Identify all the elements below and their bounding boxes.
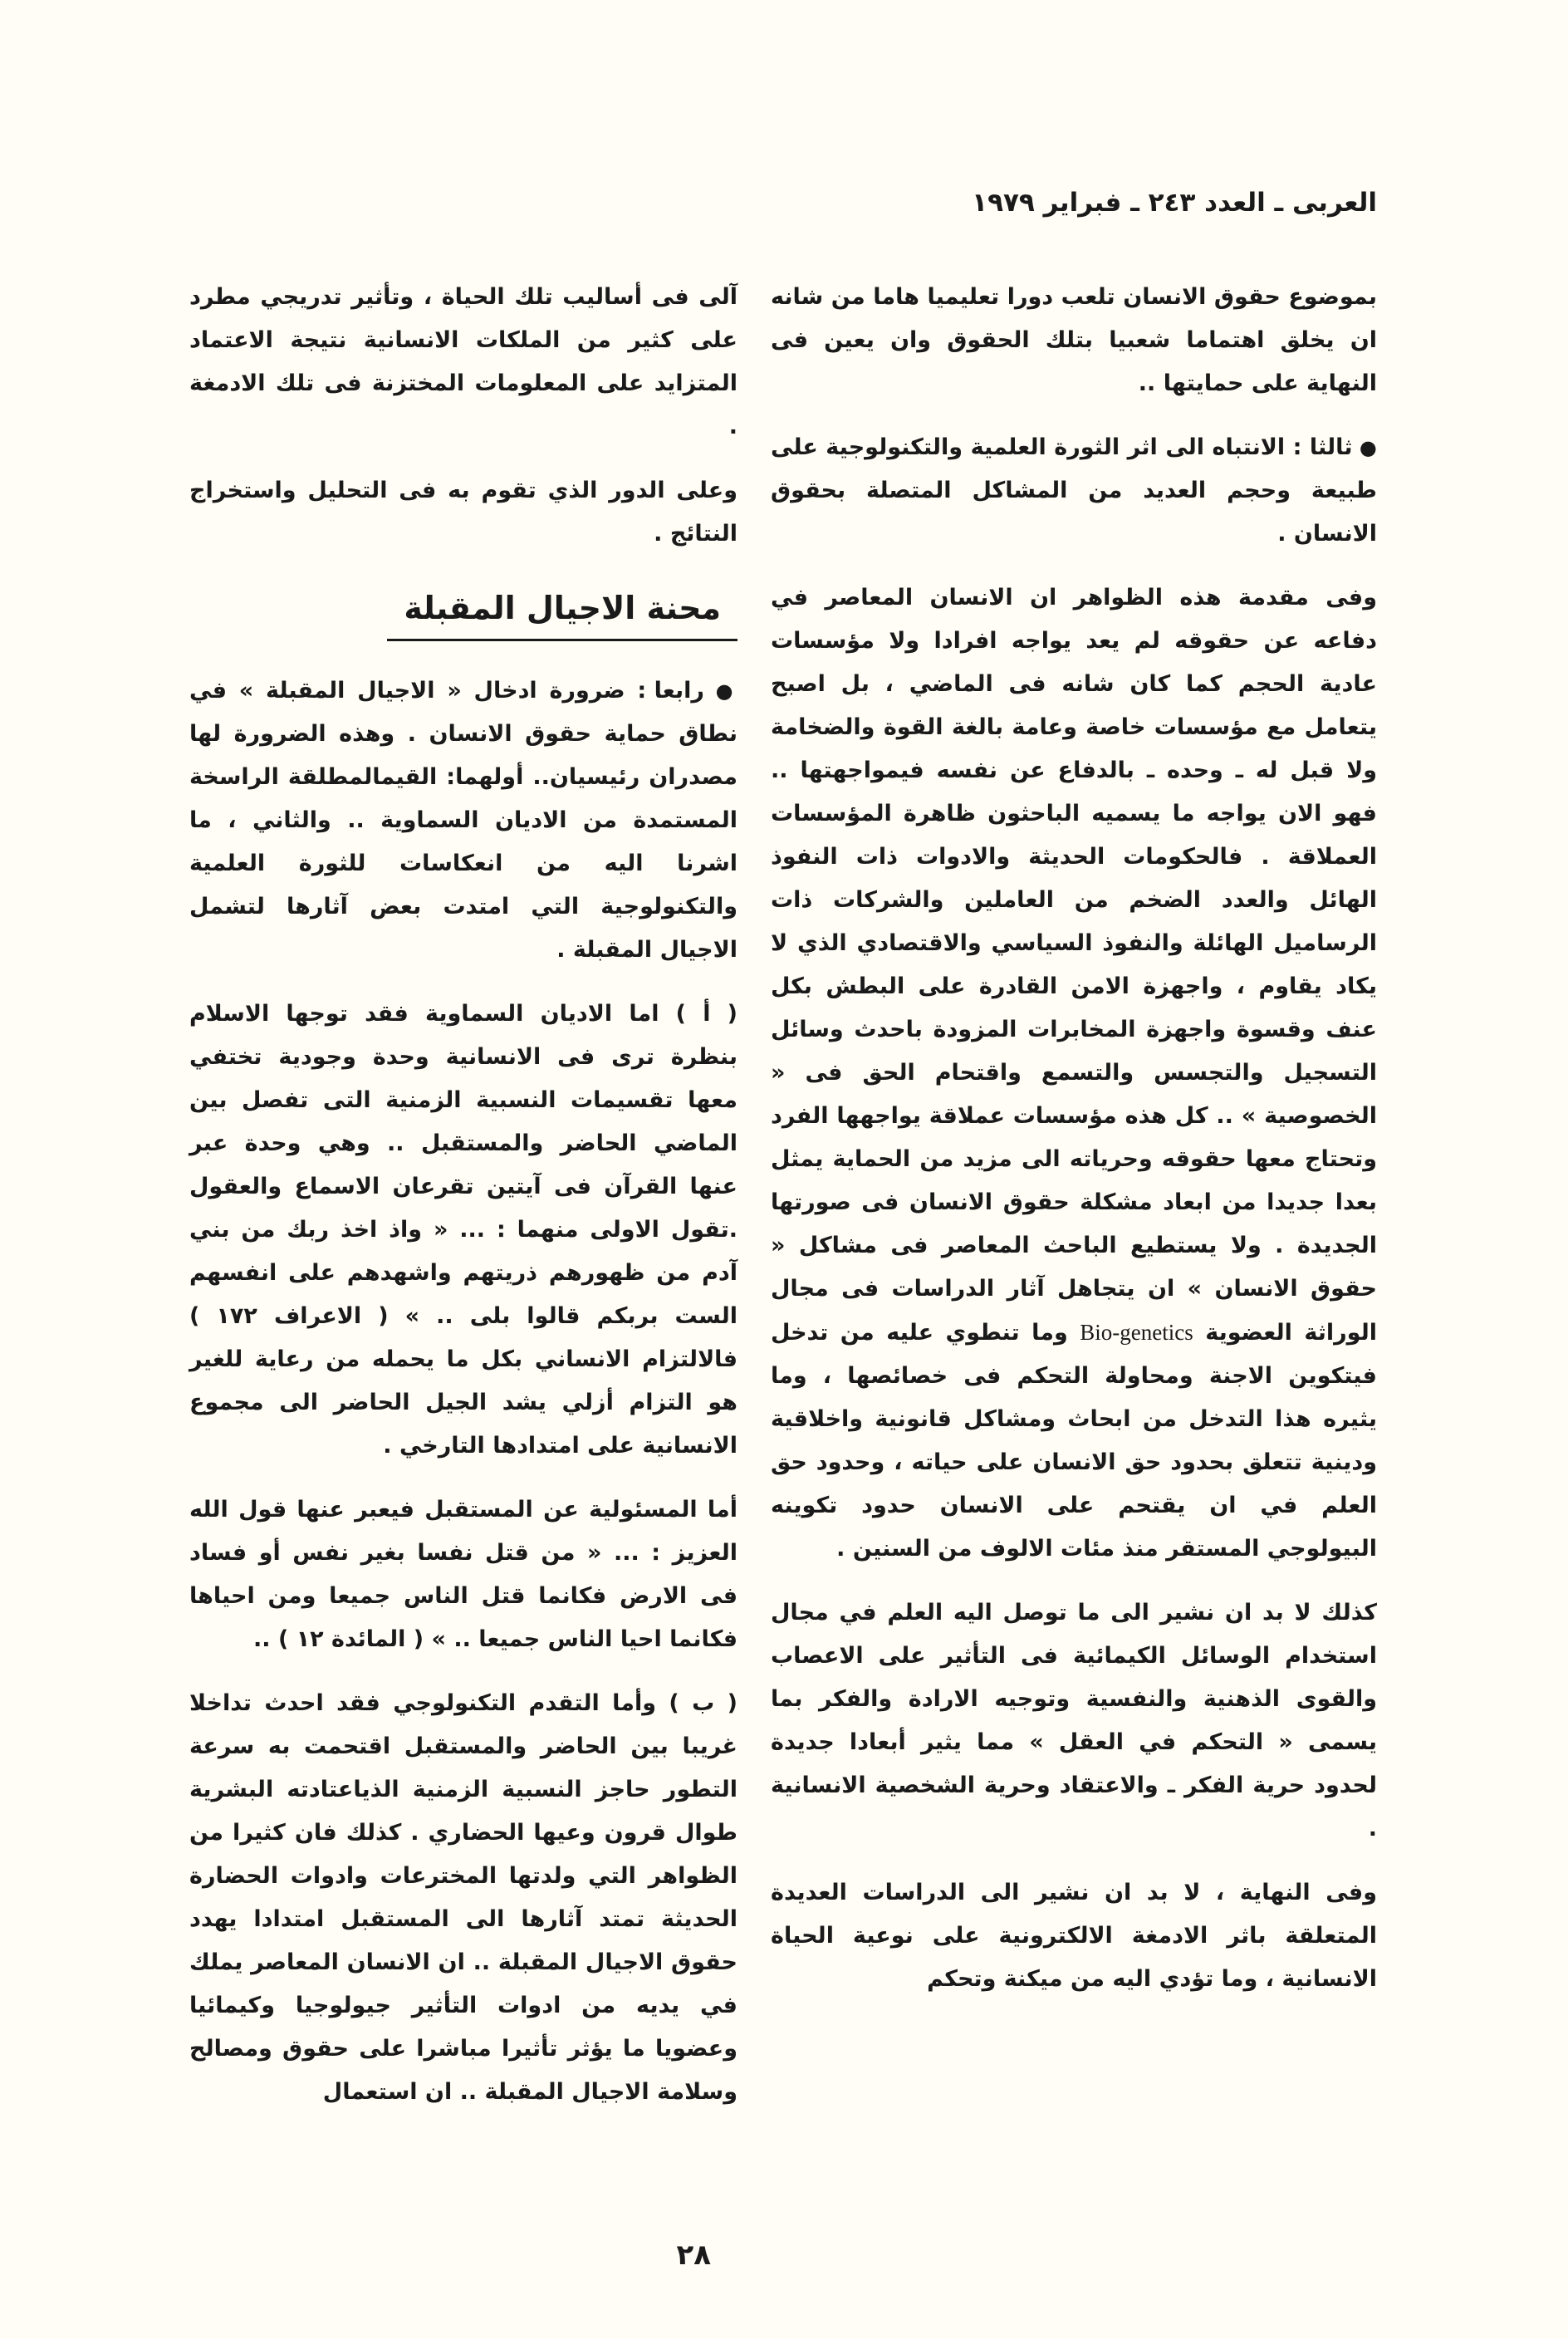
paragraph: آلى فى أساليب تلك الحياة ، وتأثير تدريجي مطرد على كثير من الملكات الانسانية نتيجة الاعتماد المتزايد على المعلومات المختزنة فى تلك الادمغة . [189,284,737,439]
paragraph-point-three: ● ثالثا : الانتباه الى اثر الثورة العلمية والتكنولوجية على طبيعة وحجم العديد من المشاكل المتصلة بحقوق الانسان . [771,426,1377,556]
paragraph: وعلى الدور الذي تقوم به فى التحليل واستخراج النتائج . [189,478,737,547]
paragraph: بموضوع حقوق الانسان تلعب دورا تعليميا هاما من شانه ان يخلق اهتماما شعبيا بتلك الحقوق وان يعين فى النهاية على حمايتها .. [771,284,1377,396]
left-column [189,276,737,2135]
running-header: العربى ـ العدد ٢٤٣ ـ فبراير ١٩٧٩ [972,188,1377,218]
latin-term: Bio-genetics [1080,1320,1193,1345]
paragraph: ( ب ) وأما التقدم التكنولوجي فقد احدث تداخلا غريبا بين الحاضر والمستقبل اقتحمت به سرعة التطور حاجز النسبية الزمنية الذياعتادته البشرية طوال قرون وعيها الحضاري . كذلك فان كثيرا من الظواهر التي ولدتها المخترعات وادوات الحضارة الحديثة تمتد آثارها الى المستقبل امتدادا يهدد حقوق الاجيال المقبلة .. ان الانسان المعاصر يملك في يديه من ادوات التأثير جيولوجيا وكيمائيا وعضويا ما يؤثر تأثيرا مباشرا على حقوق ومصالح وسلامة الاجيال المقبلة .. ان استعمال [189,1690,737,2105]
paragraph: أما المسئولية عن المستقبل فيعبر عنها قول الله العزيز : ... « من قتل نفسا بغير نفس أو فساد فى الارض فكانما قتل الناس جميعا ومن احياها فكانما احيا الناس جميعا .. » ( المائدة ١٢ ) .. [189,1497,737,1652]
paragraph-text: وفى مقدمة هذه الظواهر ان الانسان المعاصر في دفاعه عن حقوقه لم يعد يواجه افرادا ولا مؤسسات عادية الحجم كما كان شانه فى الماضي ، بل اصبح يتعامل مع مؤسسات خاصة وعامة بالغة القوة والضخامة ولا قبل له ـ وحده ـ بالدفاع عن نفسه فيمواجهتها .. فهو الان يواجه ما يسميه الباحثون ظاهرة المؤسسات العملاقة . فالحكومات الحديثة والادوات ذات النفوذ الهائل والعدد الضخم من العاملين والشركات ذات الرساميل الهائلة والنفوذ السياسي والاقتصادي الذي لا يكاد يقاوم ، واجهزة الامن القادرة على البطش بكل عنف وقسوة واجهزة المخابرات المزودة باحدث وسائل التسجيل والتجسس والتسمع واقتحام الحق فى « الخصوصية » .. كل هذه مؤسسات عملاقة يواجهها الفرد وتحتاج معها حقوقه وحرياته الى مزيد من الحماية يمثل بعدا جديدا من ابعاد مشكلة حقوق الانسان فى صورتها الجديدة . ولا يستطيع الباحث المعاصر فى مشاكل « حقوق الانسان » ان يتجاهل آثار الدراسات فى مجال الوراثة العضوية [771,585,1377,1346]
section-heading [189,586,737,641]
paragraph-point-four: ● رابعا : ضرورة ادخال « الاجيال المقبلة » في نطاق حماية حقوق الانسان . وهذه الضرورة لها مصدران رئيسيان.. أولهما: القيمالمطلقة الراسخة المستمدة من الاديان السماوية .. والثاني ، ما اشرنا اليه من انعكاسات للثورة العلمية والتكنولوجية التي امتدت بعض آثارها لتشمل الاجيال المقبلة . [189,669,737,972]
right-column [771,276,1377,2022]
paragraph-text: وما تنطوي عليه من تدخل فيتكوين الاجنة ومحاولة التحكم فى خصائصها ، وما يثيره هذا التدخل من ابحاث ومشاكل قانونية واخلاقية ودينية تتعلق بحدود حق الانسان على حياته ، وحدود حق العلم في ان يقتحم على الانسان حدود تكوينه البيولوجي المستقر منذ مئات الالوف من السنين . [771,1320,1377,1562]
paragraph: كذلك لا بد ان نشير الى ما توصل اليه العلم في مجال استخدام الوسائل الكيمائية فى التأثير على الاعصاب والقوى الذهنية والنفسية وتوجيه الارادة والفكر بما يسمى « التحكم في العقل » مما يثير أبعادا جديدة لحدود حرية الفكر ـ والاعتقاد وحرية الشخصية الانسانية . [771,1600,1377,1841]
paragraph: وفى النهاية ، لا بد ان نشير الى الدراسات العديدة المتعلقة باثر الادمغة الالكترونية على نوعية الحياة الانسانية ، وما تؤدي اليه من ميكنة وتحكم [771,1880,1377,1992]
page-number: ٢٨ [676,2238,711,2272]
paragraph [771,576,1377,1571]
paragraph: ( أ ) اما الاديان السماوية فقد توجها الاسلام بنظرة ترى فى الانسانية وحدة وجودية تختفي معها تقسيمات النسبية الزمنية التى تفصل بين الماضي الحاضر والمستقبل .. وهي وحدة عبر عنها القرآن فى آيتين تقرعان الاسماع والعقول .تقول الاولى منهما : ... « واذ اخذ ربك من بني آدم من ظهورهم ذريتهم واشهدهم على انفسهم الست بربكم قالوا بلى .. » ( الاعراف ١٧٢ ) فالالتزام الانساني بكل ما يحمله من رعاية للغير هو التزام أزلي يشد الجيل الحاضر الى مجموع الانسانية على امتدادها التارخي . [189,1001,737,1459]
section-heading-text: محنة الاجيال المقبلة [387,586,737,641]
